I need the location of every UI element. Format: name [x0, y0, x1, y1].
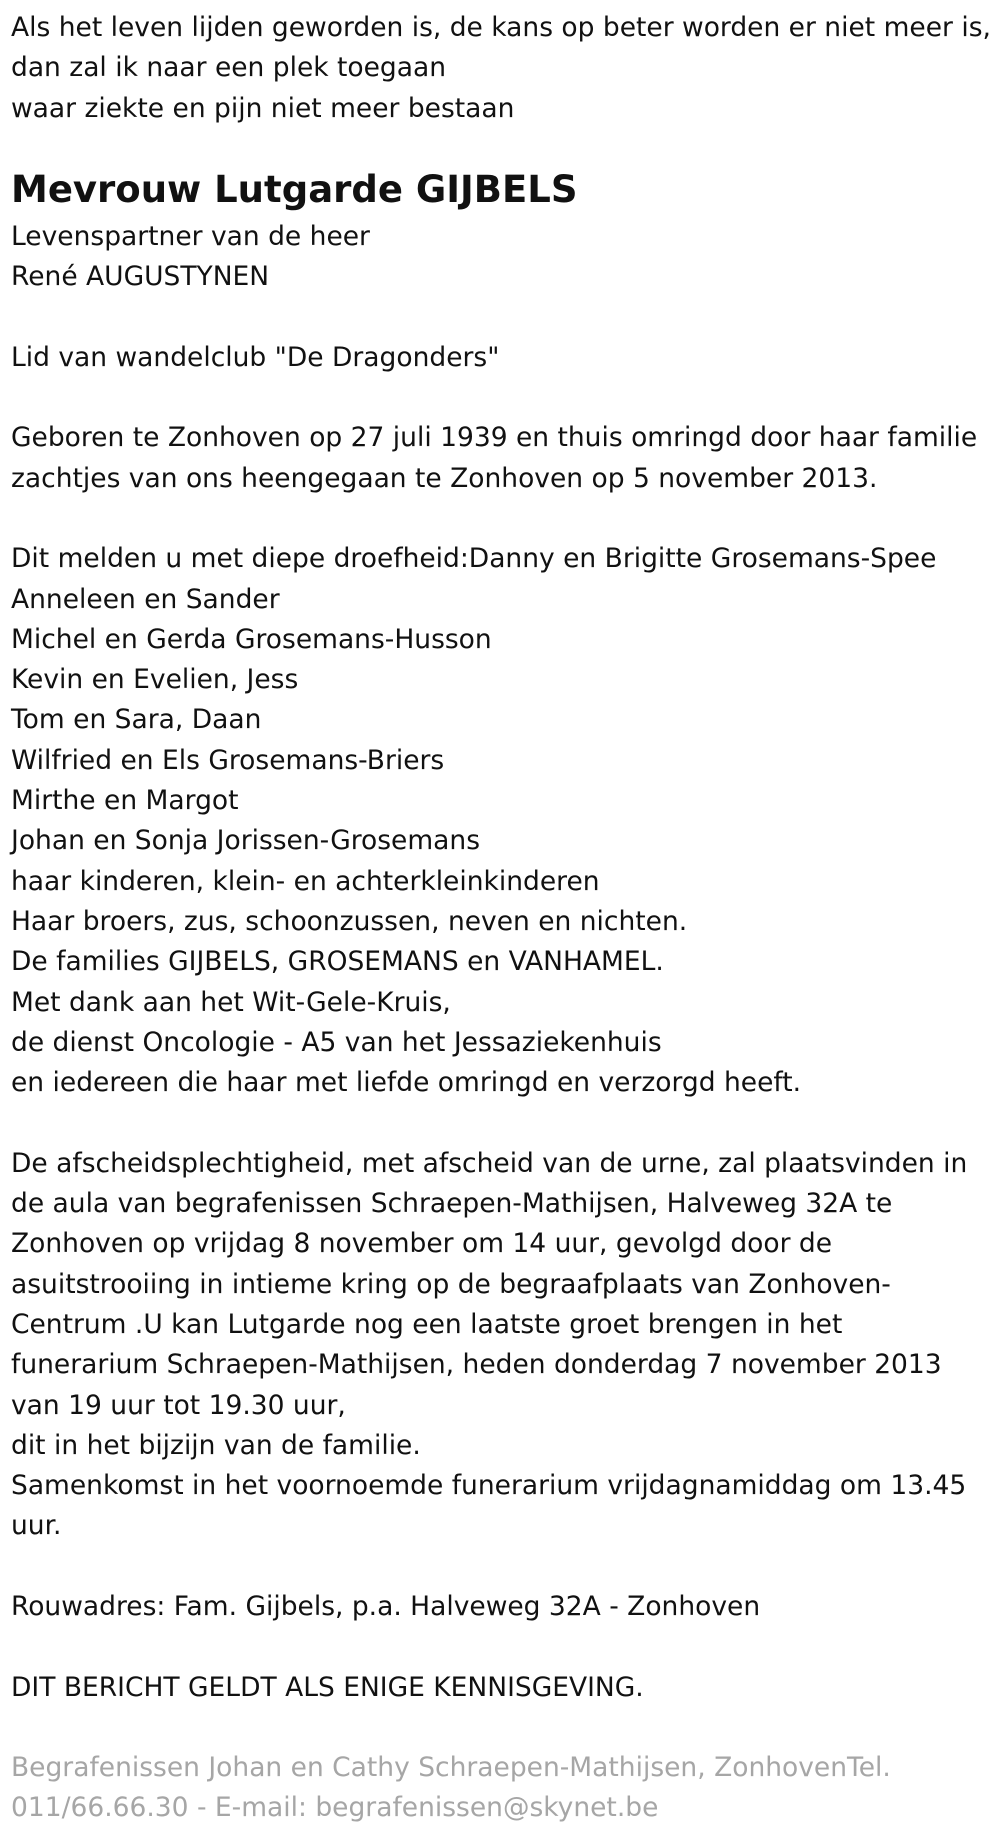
- announcement-line: Wilfried en Els Grosemans-Briers: [11, 744, 445, 776]
- poem-line: waar ziekte en pijn niet meer bestaan: [11, 92, 515, 124]
- birth-death-line: Geboren te Zonhoven op 27 juli 1939 en thuis omringd door haar familie: [11, 422, 978, 454]
- announcement-line: Met dank aan het Wit-Gele-Kruis,: [11, 986, 451, 1018]
- ceremony-line: asuitstrooiing in intieme kring op de begraafplaats van Zonhoven-: [11, 1268, 891, 1300]
- poem: [11, 8, 990, 129]
- poem-line: dan zal ik naar een plek toegaan: [11, 52, 447, 84]
- footer-line: 011/66.66.30 - E-mail: begrafenissen@skynet.be: [11, 1792, 659, 1824]
- ceremony-line: de aula van begrafenissen Schraepen-Mathijsen, Halveweg 32A te: [11, 1188, 893, 1220]
- spacer: [11, 378, 990, 418]
- footer-line: Begrafenissen Johan en Cathy Schraepen-Mathijsen, ZonhovenTel.: [11, 1752, 891, 1784]
- funeral-home-footer: [11, 1748, 990, 1829]
- ceremony-line: Centrum .U kan Lutgarde nog een laatste groet brengen in het: [11, 1308, 843, 1340]
- spacer: [11, 1708, 990, 1748]
- announcement-line: en iedereen die haar met liefde omringd en verzorgd heeft.: [11, 1067, 802, 1099]
- announcement-line: Kevin en Evelien, Jess: [11, 664, 299, 696]
- mourning-address: Rouwadres: Fam. Gijbels, p.a. Halveweg 32A - Zonhoven: [11, 1590, 761, 1622]
- ceremony-line: uur.: [11, 1510, 62, 1542]
- announcement-line: haar kinderen, klein- en achterkleinkinderen: [11, 865, 600, 897]
- announcement-line: Dit melden u met diepe droefheid:Danny en Brigitte Grosemans-Spee: [11, 543, 937, 575]
- club-membership: Lid van wandelclub "De Dragonders": [11, 341, 500, 373]
- ceremony-line: funerarium Schraepen-Mathijsen, heden donderdag 7 november 2013: [11, 1349, 942, 1381]
- announcement-line: Michel en Gerda Grosemans-Husson: [11, 623, 492, 655]
- announcement-line: Anneleen en Sander: [11, 583, 280, 615]
- ceremony-line: van 19 uur tot 19.30 uur,: [11, 1389, 346, 1421]
- announcement-line: Mirthe en Margot: [11, 785, 239, 817]
- poem-line: Als het leven lijden geworden is, de kans op beter worden er niet meer is,: [11, 12, 991, 43]
- ceremony-line: Samenkomst in het voornoemde funerarium vrijdagnamiddag om 13.45: [11, 1470, 967, 1502]
- announcement-line: De families GIJBELS, GROSEMANS en VANHAMEL.: [11, 946, 664, 978]
- birth-death-paragraph: [11, 418, 990, 499]
- spacer: [11, 1547, 990, 1587]
- official-notice: DIT BERICHT GELDT ALS ENIGE KENNISGEVING.: [11, 1671, 644, 1703]
- spacer: [11, 1103, 990, 1143]
- ceremony-line: Zonhoven op vrijdag 8 november om 14 uur, gevolgd door de: [11, 1228, 833, 1260]
- announcement-line: Johan en Sonja Jorissen-Grosemans: [11, 825, 481, 857]
- ceremony-line: De afscheidsplechtigheid, met afscheid van de urne, zal plaatsvinden in: [11, 1147, 968, 1179]
- partner-name: René AUGUSTYNEN: [11, 261, 270, 293]
- spacer: [11, 1627, 990, 1667]
- spacer: [11, 129, 990, 157]
- announcement-line: Haar broers, zus, schoonzussen, neven en nichten.: [11, 905, 688, 937]
- announcement-line: de dienst Oncologie - A5 van het Jessaziekenhuis: [11, 1026, 662, 1058]
- birth-death-line: zachtjes van ons heengegaan te Zonhoven op 5 november 2013.: [11, 462, 878, 494]
- announcement-list: [11, 539, 990, 1103]
- spacer: [11, 297, 990, 337]
- ceremony-paragraph: [11, 1144, 990, 1547]
- spacer: [11, 499, 990, 539]
- partner-line: Levenspartner van de heer: [11, 220, 370, 252]
- ceremony-line: dit in het bijzijn van de familie.: [11, 1429, 421, 1461]
- announcement-line: Tom en Sara, Daan: [11, 704, 262, 736]
- deceased-name: Mevrouw Lutgarde GIJBELS: [11, 167, 578, 211]
